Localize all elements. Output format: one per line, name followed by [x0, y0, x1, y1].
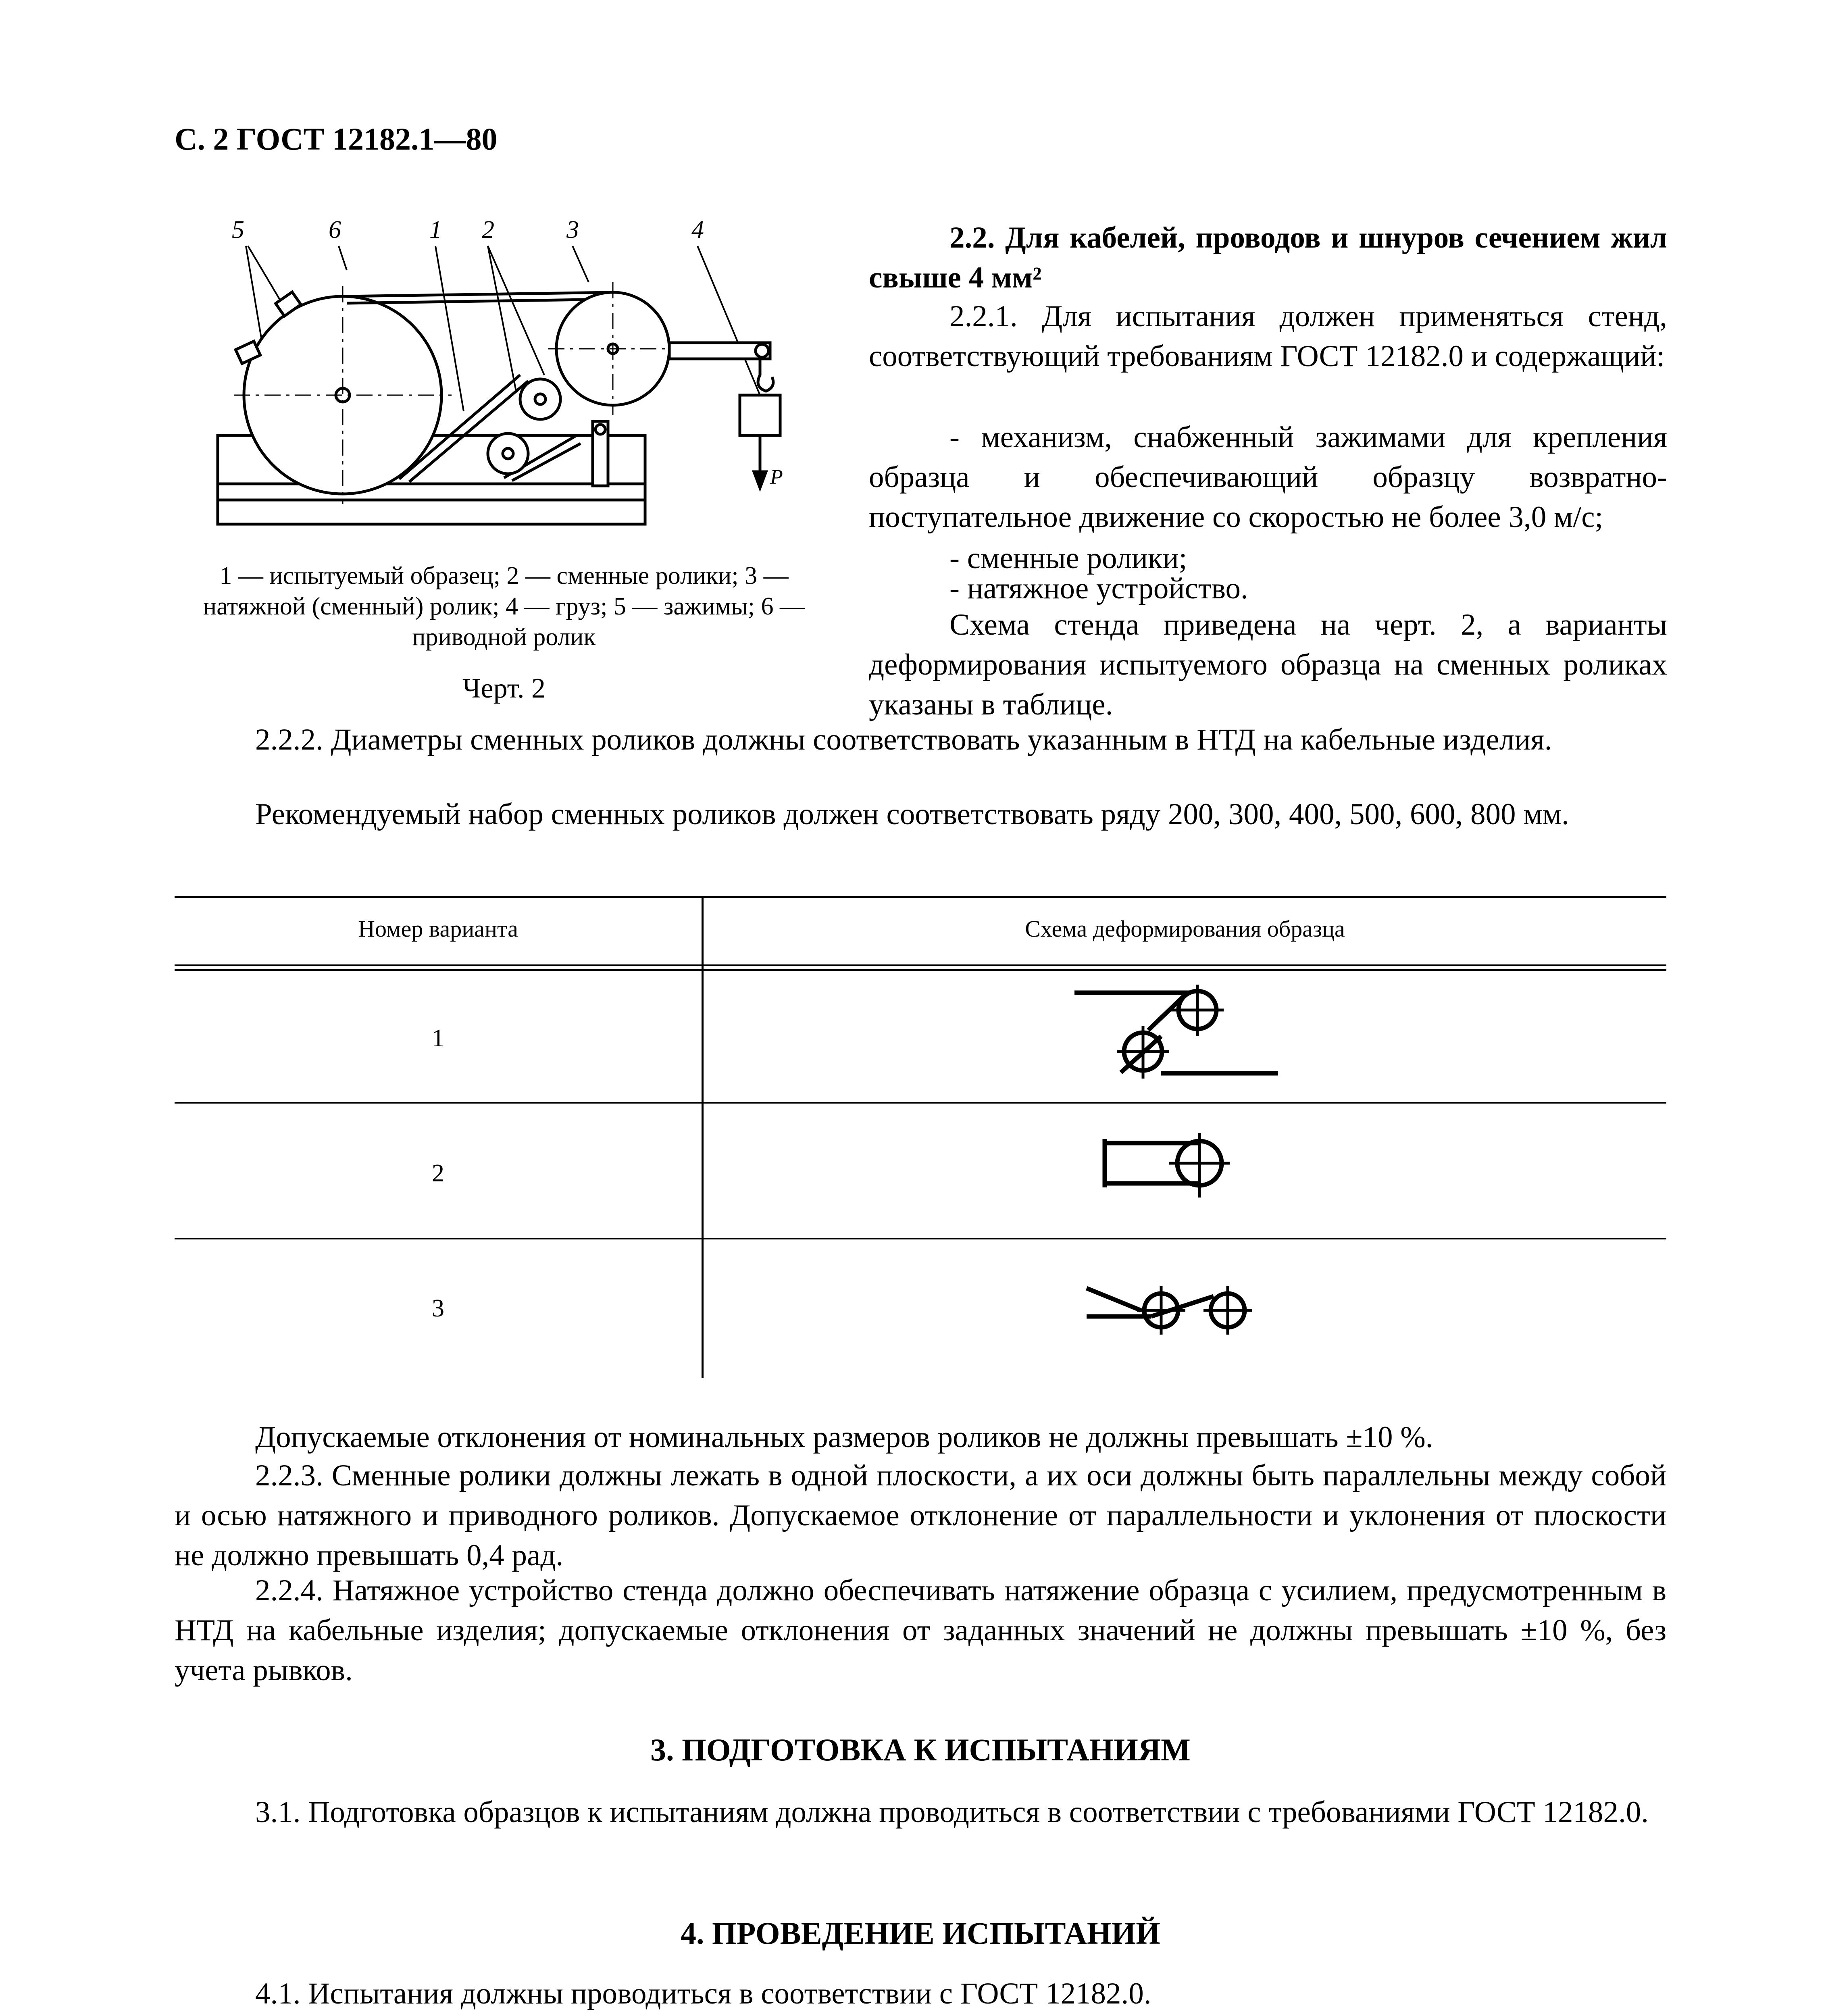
figure-label-3: 3: [566, 216, 579, 244]
section-2-2-heading: 2.2. Для кабелей, проводов и шнуров сечением жил свыше 4 мм²: [869, 221, 1667, 294]
scheme-variant-3: [1081, 1266, 1274, 1347]
recommended-rollers: Рекомендуемый набор сменных роликов должен соответствовать ряду 200, 300, 400, 500, 600, 800 мм.: [255, 798, 1569, 831]
section-3-title: 3. ПОДГОТОВКА К ИСПЫТАНИЯМ: [650, 1732, 1191, 1767]
scheme-variant-1: [1068, 976, 1294, 1097]
page-header: С. 2 ГОСТ 12182.1—80: [175, 121, 498, 156]
table-header-scheme: Схема деформирования образца: [1025, 916, 1345, 942]
figure-label-5: 5: [232, 216, 244, 244]
table-row-number: 1: [432, 1025, 444, 1052]
test-stand-diagram: [210, 210, 814, 552]
figure-label-4: 4: [691, 216, 704, 244]
scheme-variant-2: [1097, 1125, 1266, 1206]
paragraph-3-1: 3.1. Подготовка образцов к испытаниям должна проводиться в соответствии с требованиями ГОСТ 12182.0.: [255, 1795, 1649, 1829]
figure-load-label: P: [770, 466, 783, 489]
paragraph-4-2-heading: [175, 2012, 1666, 2016]
list-item-rollers: - сменные ролики;: [949, 541, 1187, 575]
figure-caption: 1 — испытуемый образец; 2 — сменные ролики; 3 — натяжной (сменный) ролик; 4 — груз; 5 — зажимы; 6 — приводной ролик: [203, 562, 805, 651]
table-header-variant: Номер варианта: [358, 916, 518, 942]
table-row-number: 2: [432, 1160, 444, 1187]
paragraph-2-2-4: 2.2.4. Натяжное устройство стенда должно обеспечивать натяжение образца с усилием, предусмотренным в НТД на кабельные изделия; допускаемые отклонения от заданных значений не должны превышать ±10 %, без учета рывков.: [175, 1574, 1666, 1687]
figure-title: Черт. 2: [462, 673, 546, 704]
figure-label-2: 2: [482, 216, 494, 244]
tolerance-note: Допускаемые отклонения от номинальных размеров роликов не должны превышать ±10 %.: [255, 1420, 1433, 1454]
figure-label-1: 1: [429, 216, 442, 244]
table-row-number: 3: [432, 1295, 444, 1322]
list-item-mechanism: - механизм, снабженный зажимами для крепления образца и обеспечивающий образцу возвратно-поступательное движение со скоростью не более 3,0 м/с;: [869, 421, 1667, 534]
section-4-title: 4. ПРОВЕДЕНИЕ ИСПЫТАНИЙ: [681, 1916, 1160, 1951]
scheme-note: Схема стенда приведена на черт. 2, а варианты деформирования испытуемого образца на сменных роликах указаны в таблице.: [869, 608, 1667, 721]
paragraph-2-2-3: 2.2.3. Сменные ролики должны лежать в одной плоскости, а их оси должны быть параллельны между собой и осью натяжного и приводного роликов. Допускаемое отклонение от параллельности и уклонения от плоскости не должно превышать 0,4 рад.: [175, 1459, 1666, 1572]
paragraph-2-2-1: 2.2.1. Для испытания должен применяться стенд, соответствующий требованиям ГОСТ 12182.0 и содержащий:: [869, 300, 1667, 373]
paragraph-2-2-2: 2.2.2. Диаметры сменных роликов должны соответствовать указанным в НТД на кабельные изделия.: [255, 723, 1552, 756]
paragraph-4-1: 4.1. Испытания должны проводиться в соответствии с ГОСТ 12182.0.: [255, 1977, 1151, 2010]
list-item-tensioner: - натяжное устройство.: [949, 572, 1248, 605]
figure-label-6: 6: [329, 216, 341, 244]
